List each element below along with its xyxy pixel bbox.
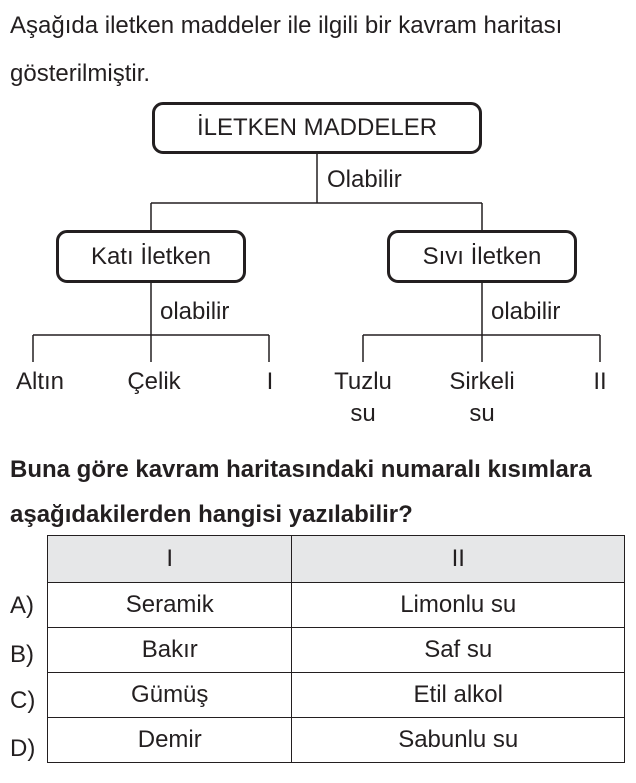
intro-text: Aşağıda iletken maddeler ile ilgili bir kavram haritası gösterilmiştir.: [10, 12, 563, 87]
option-d-label[interactable]: D): [10, 735, 36, 762]
option-b-label[interactable]: B): [10, 641, 34, 668]
table-cell: Demir: [48, 718, 292, 763]
branch-node-solid: Katı İletken: [56, 230, 246, 283]
table-header-row: [48, 536, 625, 583]
table-cell: Etil alkol: [292, 673, 625, 718]
table-cell: Saf su: [292, 628, 625, 673]
branch-node-liquid: Sıvı İletken: [387, 230, 577, 283]
leaf-node: Tuzlu su: [334, 368, 392, 427]
leaf-node: Altın: [15, 368, 65, 395]
root-link-label: Olabilir: [327, 166, 402, 193]
table-cell: Gümüş: [48, 673, 292, 718]
root-node: İLETKEN MADDELER: [152, 102, 482, 154]
leaf-node: Çelik: [127, 368, 181, 395]
table-cell: Limonlu su: [292, 583, 625, 628]
option-c-label[interactable]: C): [10, 687, 36, 714]
answer-table: [47, 535, 625, 763]
question-text: Buna göre kavram haritasındaki numaralı kısımlara aşağıdakilerden hangisi yazılabilir?: [10, 456, 592, 528]
leaf-node: Sirkeli su: [449, 368, 515, 427]
table-cell: Bakır: [48, 628, 292, 673]
branch-link-label-liquid: olabilir: [491, 298, 561, 325]
leaf-node-blank-i: I: [266, 368, 274, 395]
table-cell: Sabunlu su: [292, 718, 625, 763]
column-header: I: [48, 536, 292, 583]
column-header: II: [292, 536, 625, 583]
table-row: [48, 628, 625, 673]
leaf-node-blank-ii: II: [593, 368, 607, 395]
branch-link-label-solid: olabilir: [160, 298, 230, 325]
option-a-label[interactable]: A): [10, 592, 34, 619]
table-cell: Seramik: [48, 583, 292, 628]
table-row: [48, 673, 625, 718]
table-row: [48, 718, 625, 763]
table-row: [48, 583, 625, 628]
